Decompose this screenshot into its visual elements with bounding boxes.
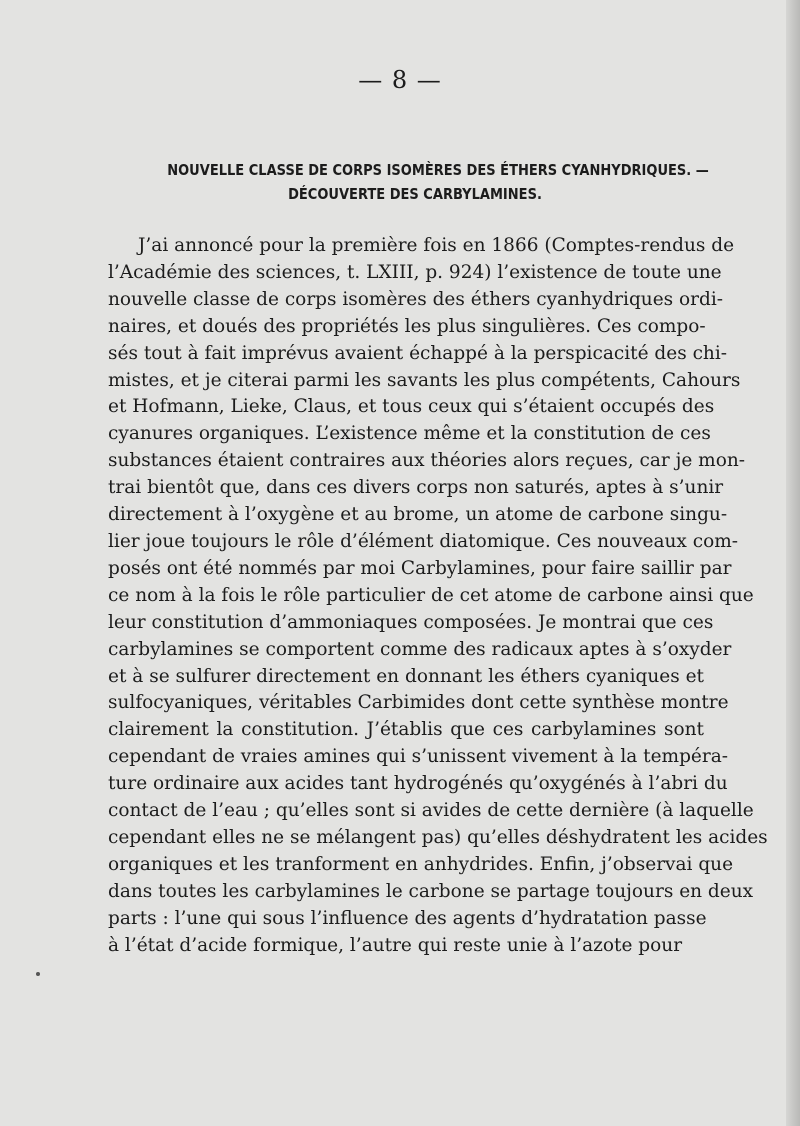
chapter-title [167,158,709,206]
text-line: J’ai annoncé pour la première fois en 1866 (Comptes-rendus de [138,235,735,256]
text-line: substances étaient contraires aux théories alors reçues, car je mon- [108,450,745,472]
page-number: — 8 — [358,66,442,94]
chapter-title-line: DÉCOUVERTE DES CARBYLAMINES. [288,185,542,203]
text-line: ce nom à la fois le rôle particulier de cet atome de carbone ainsi que [108,584,754,606]
text-line: et à se sulfurer directement en donnant les éthers cyaniques et [108,665,704,687]
ink-speck [36,972,40,976]
page-edge-shadow [786,0,800,1126]
text-line: mistes, et je citerai parmi les savants les plus compétents, Cahours [108,369,741,391]
text-line: posés ont été nommés par moi Carbylamines, pour faire saillir par [108,557,732,579]
chapter-title-line: NOUVELLE CLASSE DE CORPS ISOMÈRES DES ÉTHERS CYANHYDRIQUES. — [167,161,709,179]
text-line: sulfocyaniques, véritables Carbimides dont cette synthèse montre [108,692,729,714]
text-line: dans toutes les carbylamines le carbone se partage toujours en deux [108,880,754,902]
text-line: cependant elles ne se mélangent pas) qu’elles déshydratent les acides [108,826,768,848]
text-line: contact de l’eau ; qu’elles sont si avides de cette dernière (à laquelle [108,800,754,822]
text-line: lier joue toujours le rôle d’élément diatomique. Ces nouveaux com- [108,530,739,552]
text-line: organiques et les tranforment en anhydrides. Enfin, j’observai que [108,853,734,875]
text-line: l’Académie des sciences, t. LXIII, p. 924) l’existence de toute une [108,261,722,283]
text-line: carbylamines se comportent comme des radicaux aptes à s’oxyder [108,638,732,660]
text-line: cependant de vraies amines qui s’unissent vivement à la tempéra- [108,746,728,768]
text-line: leur constitution d’ammoniaques composées. Je montrai que ces [108,611,714,633]
text-line: ture ordinaire aux acides tant hydrogénés qu’oxygénés à l’abri du [108,773,728,795]
text-line: directement à l’oxygène et au brome, un atome de carbone singu- [108,504,728,526]
text-line: et Hofmann, Lieke, Claus, et tous ceux qui s’étaient occupés des [108,396,715,418]
text-line: trai bientôt que, dans ces divers corps non saturés, aptes à s’unir [108,477,724,499]
text-line: sés tout à fait imprévus avaient échappé à la perspicacité des chi- [108,342,728,364]
text-line: nouvelle classe de corps isomères des éthers cyanhydriques ordi- [108,288,724,310]
text-line: à l’état d’acide formique, l’autre qui reste unie à l’azote pour [108,934,683,956]
text-line: cyanures organiques. L’existence même et la constitution de ces [108,423,711,445]
body-paragraph [108,233,768,959]
text-line: parts : l’une qui sous l’influence des agents d’hydratation passe [108,907,707,929]
text-line: clairement la constitution. J’établis que ces carbylamines sont [108,719,704,741]
text-line: naires, et doués des propriétés les plus singulières. Ces compo- [108,315,706,337]
